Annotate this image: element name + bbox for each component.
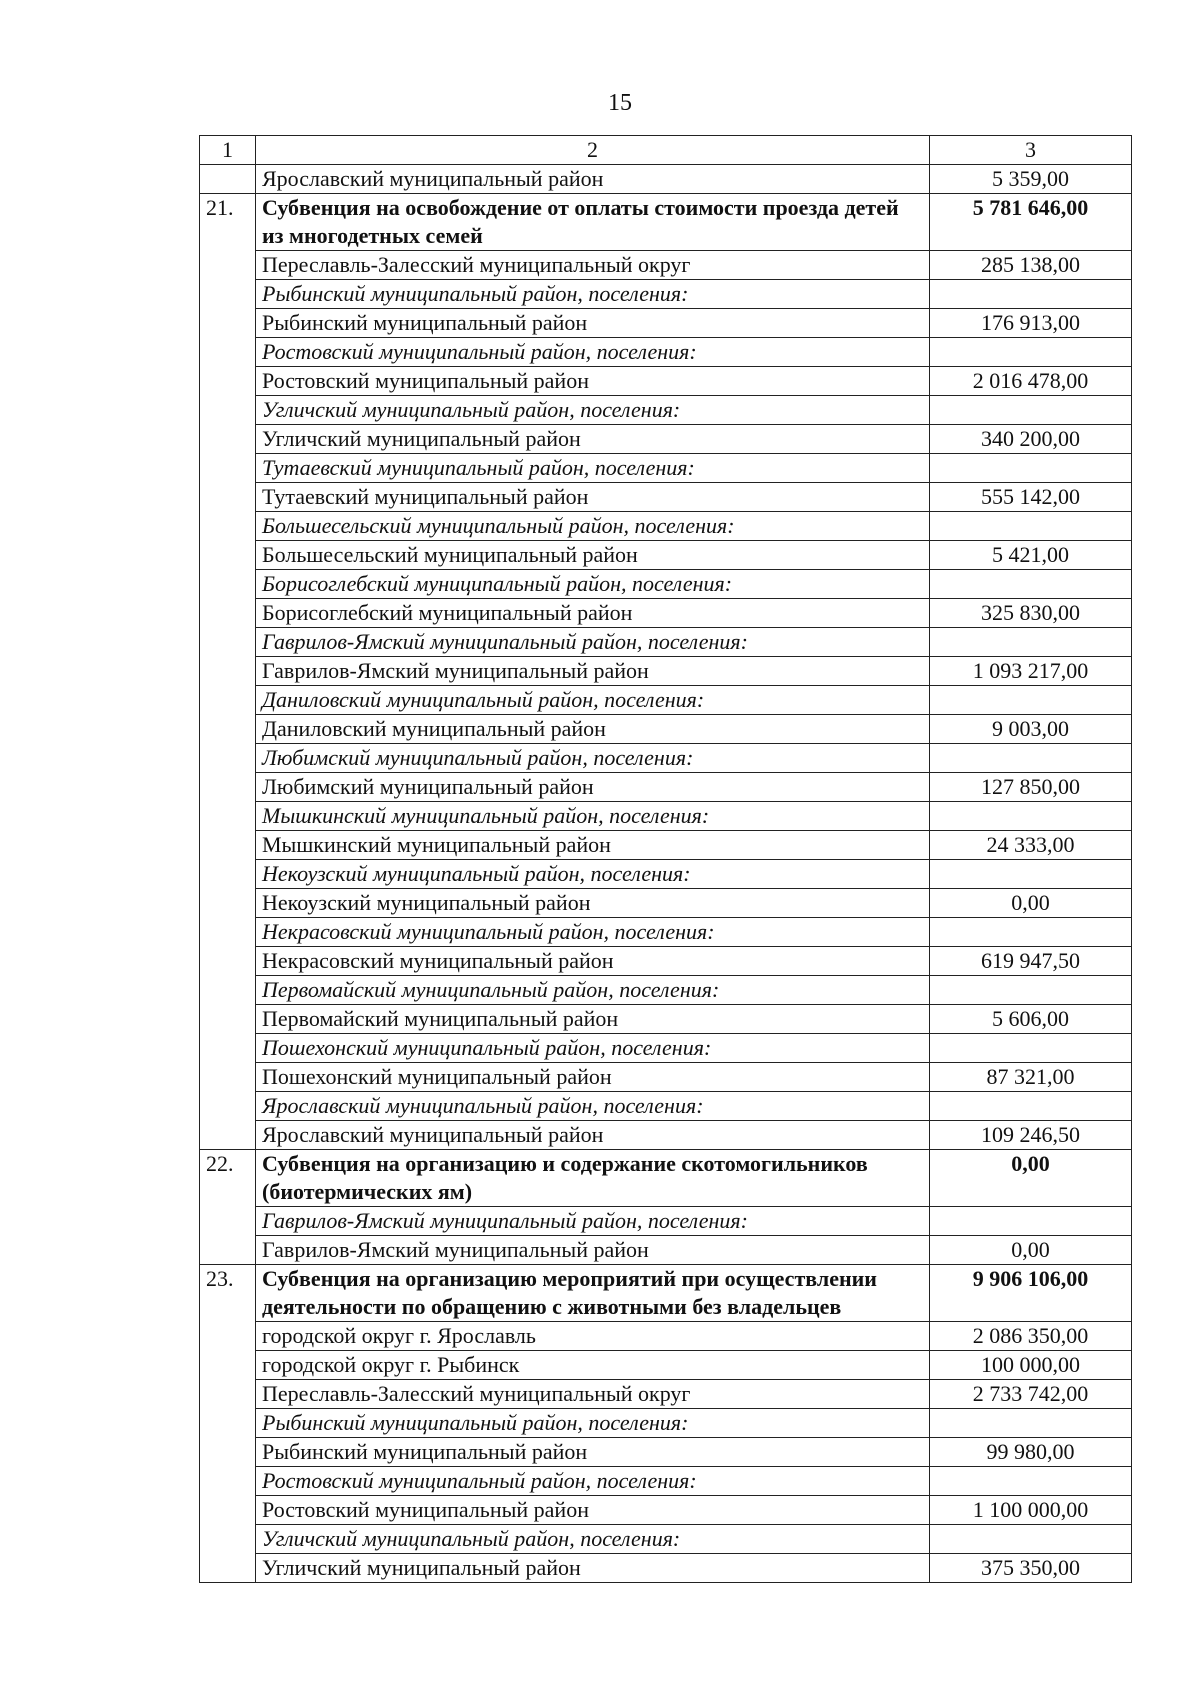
row-name-cell: Мышкинский муниципальный район, поселения: — [256, 802, 930, 831]
row-name-cell: Рыбинский муниципальный район — [256, 1438, 930, 1467]
subheading-row — [200, 1467, 1132, 1496]
subheading-row — [200, 1092, 1132, 1121]
row-name-cell: Борисоглебский муниципальный район, поселения: — [256, 570, 930, 599]
row-value-cell — [930, 744, 1132, 773]
row-name-cell: Переславль-Залесский муниципальный округ — [256, 1380, 930, 1409]
table-row — [200, 1236, 1132, 1265]
row-name-cell: Гаврилов-Ямский муниципальный район — [256, 657, 930, 686]
row-name-cell: Угличский муниципальный район, поселения: — [256, 396, 930, 425]
row-name-cell: городской округ г. Рыбинск — [256, 1351, 930, 1380]
row-value-cell: 1 093 217,00 — [930, 657, 1132, 686]
row-name-cell: Некоузский муниципальный район, поселения: — [256, 860, 930, 889]
row-value-cell: 24 333,00 — [930, 831, 1132, 860]
row-value-cell: 5 359,00 — [930, 165, 1132, 194]
subheading-row — [200, 570, 1132, 599]
table-row — [200, 1554, 1132, 1583]
table-row — [200, 773, 1132, 802]
row-value-cell — [930, 1409, 1132, 1438]
row-name-cell: Большесельский муниципальный район, поселения: — [256, 512, 930, 541]
row-name-cell: Ростовский муниципальный район — [256, 1496, 930, 1525]
table-row — [200, 889, 1132, 918]
row-number-cell — [200, 1496, 256, 1525]
section-row — [200, 1150, 1132, 1207]
row-value-cell: 176 913,00 — [930, 309, 1132, 338]
subheading-row — [200, 454, 1132, 483]
subheading-row — [200, 744, 1132, 773]
row-name-cell: Ярославский муниципальный район, поселения: — [256, 1092, 930, 1121]
row-value-cell: 9 003,00 — [930, 715, 1132, 744]
subheading-row — [200, 976, 1132, 1005]
row-number-cell — [200, 396, 256, 425]
row-name-cell: Большесельский муниципальный район — [256, 541, 930, 570]
row-value-cell: 2 016 478,00 — [930, 367, 1132, 396]
table-row — [200, 715, 1132, 744]
row-number-cell — [200, 570, 256, 599]
row-number-cell — [200, 1525, 256, 1554]
row-name-cell: Ярославский муниципальный район — [256, 1121, 930, 1150]
section-row — [200, 1265, 1132, 1322]
section-row — [200, 194, 1132, 251]
row-number-cell — [200, 1236, 256, 1265]
row-value-cell: 340 200,00 — [930, 425, 1132, 454]
subheading-row — [200, 1525, 1132, 1554]
row-number-cell — [200, 425, 256, 454]
row-value-cell — [930, 1207, 1132, 1236]
row-value-cell — [930, 976, 1132, 1005]
table-row — [200, 309, 1132, 338]
row-number-cell — [200, 947, 256, 976]
row-value-cell: 0,00 — [930, 889, 1132, 918]
row-name-cell: Гаврилов-Ямский муниципальный район — [256, 1236, 930, 1265]
subheading-row — [200, 512, 1132, 541]
row-value-cell — [930, 1034, 1132, 1063]
row-name-cell: Субвенция на освобождение от оплаты стоимости проезда детей из многодетных семей — [256, 194, 930, 251]
row-value-cell: 1 100 000,00 — [930, 1496, 1132, 1525]
row-name-cell: Субвенция на организацию и содержание скотомогильников (биотермических ям) — [256, 1150, 930, 1207]
row-name-cell: Некрасовский муниципальный район, поселения: — [256, 918, 930, 947]
row-number-cell — [200, 541, 256, 570]
row-number-cell — [200, 309, 256, 338]
row-name-cell: Гаврилов-Ямский муниципальный район, поселения: — [256, 1207, 930, 1236]
row-number-cell — [200, 773, 256, 802]
row-name-cell: Некрасовский муниципальный район — [256, 947, 930, 976]
row-value-cell — [930, 454, 1132, 483]
row-number-cell — [200, 657, 256, 686]
row-value-cell: 325 830,00 — [930, 599, 1132, 628]
row-name-cell: Первомайский муниципальный район — [256, 1005, 930, 1034]
table-row — [200, 251, 1132, 280]
row-name-cell: Ростовский муниципальный район, поселения: — [256, 1467, 930, 1496]
row-name-cell: Угличский муниципальный район, поселения: — [256, 1525, 930, 1554]
row-value-cell — [930, 802, 1132, 831]
row-name-cell: Гаврилов-Ямский муниципальный район, поселения: — [256, 628, 930, 657]
row-value-cell: 127 850,00 — [930, 773, 1132, 802]
row-number-cell — [200, 1207, 256, 1236]
subheading-row — [200, 686, 1132, 715]
row-number-cell — [200, 599, 256, 628]
row-name-cell: Рыбинский муниципальный район, поселения: — [256, 280, 930, 309]
row-number-cell — [200, 1438, 256, 1467]
subheading-row — [200, 802, 1132, 831]
header-row — [200, 136, 1132, 165]
row-number-cell — [200, 165, 256, 194]
subheading-row — [200, 280, 1132, 309]
row-number-cell — [200, 454, 256, 483]
row-value-cell: 87 321,00 — [930, 1063, 1132, 1092]
table-row — [200, 947, 1132, 976]
row-number-cell — [200, 860, 256, 889]
row-number-cell — [200, 1034, 256, 1063]
row-number-cell — [200, 628, 256, 657]
table-row — [200, 1438, 1132, 1467]
row-number-cell — [200, 483, 256, 512]
row-number-cell — [200, 715, 256, 744]
row-number-cell — [200, 512, 256, 541]
row-number-cell — [200, 831, 256, 860]
row-name-cell: Угличский муниципальный район — [256, 1554, 930, 1583]
row-number-cell — [200, 338, 256, 367]
table-row — [200, 483, 1132, 512]
table-row — [200, 599, 1132, 628]
row-value-cell: 285 138,00 — [930, 251, 1132, 280]
table-row — [200, 1005, 1132, 1034]
row-name-cell: Тутаевский муниципальный район, поселения: — [256, 454, 930, 483]
row-value-cell — [930, 338, 1132, 367]
table-row — [200, 1380, 1132, 1409]
row-number-cell — [200, 1063, 256, 1092]
subheading-row — [200, 1207, 1132, 1236]
row-number-cell — [200, 367, 256, 396]
row-value-cell: 0,00 — [930, 1150, 1132, 1207]
header-cell-1: 1 — [200, 136, 256, 165]
row-value-cell: 9 906 106,00 — [930, 1265, 1132, 1322]
row-name-cell: Даниловский муниципальный район — [256, 715, 930, 744]
row-value-cell — [930, 686, 1132, 715]
row-number-cell — [200, 1005, 256, 1034]
row-name-cell: Любимский муниципальный район, поселения: — [256, 744, 930, 773]
row-value-cell: 100 000,00 — [930, 1351, 1132, 1380]
subheading-row — [200, 396, 1132, 425]
row-number-cell — [200, 802, 256, 831]
row-number-cell — [200, 918, 256, 947]
row-value-cell — [930, 396, 1132, 425]
row-value-cell — [930, 570, 1132, 599]
table-row — [200, 831, 1132, 860]
page-number: 15 — [608, 90, 632, 116]
table-row — [200, 1351, 1132, 1380]
row-value-cell — [930, 1525, 1132, 1554]
row-name-cell: Даниловский муниципальный район, поселения: — [256, 686, 930, 715]
row-value-cell: 5 421,00 — [930, 541, 1132, 570]
row-name-cell: Ростовский муниципальный район — [256, 367, 930, 396]
row-number-cell — [200, 744, 256, 773]
table-row — [200, 425, 1132, 454]
row-number-cell — [200, 1322, 256, 1351]
row-number-cell — [200, 1554, 256, 1583]
row-value-cell — [930, 1092, 1132, 1121]
row-number-cell: 23. — [200, 1265, 256, 1322]
row-name-cell: Ростовский муниципальный район, поселения: — [256, 338, 930, 367]
row-value-cell: 0,00 — [930, 1236, 1132, 1265]
row-value-cell: 5 606,00 — [930, 1005, 1132, 1034]
row-number-cell: 21. — [200, 194, 256, 251]
row-value-cell: 2 733 742,00 — [930, 1380, 1132, 1409]
subvention-table — [199, 135, 1132, 1583]
row-value-cell: 5 781 646,00 — [930, 194, 1132, 251]
row-number-cell — [200, 1467, 256, 1496]
table-row — [200, 541, 1132, 570]
row-name-cell: Субвенция на организацию мероприятий при осуществлении деятельности по обращению с животными без владельцев — [256, 1265, 930, 1322]
subheading-row — [200, 1409, 1132, 1438]
table-row — [200, 1063, 1132, 1092]
row-value-cell: 99 980,00 — [930, 1438, 1132, 1467]
row-value-cell — [930, 512, 1132, 541]
row-number-cell: 22. — [200, 1150, 256, 1207]
row-value-cell — [930, 860, 1132, 889]
row-value-cell: 619 947,50 — [930, 947, 1132, 976]
row-number-cell — [200, 280, 256, 309]
row-name-cell: Некоузский муниципальный район — [256, 889, 930, 918]
table-row — [200, 1322, 1132, 1351]
table-row — [200, 367, 1132, 396]
row-name-cell: Пошехонский муниципальный район — [256, 1063, 930, 1092]
row-value-cell: 375 350,00 — [930, 1554, 1132, 1583]
row-name-cell: Рыбинский муниципальный район, поселения: — [256, 1409, 930, 1438]
row-name-cell: Рыбинский муниципальный район — [256, 309, 930, 338]
subheading-row — [200, 338, 1132, 367]
subheading-row — [200, 918, 1132, 947]
row-name-cell: Угличский муниципальный район — [256, 425, 930, 454]
subheading-row — [200, 628, 1132, 657]
table-row — [200, 1121, 1132, 1150]
row-name-cell: Пошехонский муниципальный район, поселения: — [256, 1034, 930, 1063]
row-name-cell: Ярославский муниципальный район — [256, 165, 930, 194]
row-value-cell — [930, 628, 1132, 657]
table-row — [200, 657, 1132, 686]
header-cell-2: 2 — [256, 136, 930, 165]
header-cell-3: 3 — [930, 136, 1132, 165]
row-value-cell: 2 086 350,00 — [930, 1322, 1132, 1351]
row-number-cell — [200, 1121, 256, 1150]
row-name-cell: городской округ г. Ярославль — [256, 1322, 930, 1351]
row-number-cell — [200, 1409, 256, 1438]
row-number-cell — [200, 976, 256, 1005]
row-name-cell: Тутаевский муниципальный район — [256, 483, 930, 512]
row-number-cell — [200, 1351, 256, 1380]
row-number-cell — [200, 686, 256, 715]
row-name-cell: Любимский муниципальный район — [256, 773, 930, 802]
row-value-cell: 109 246,50 — [930, 1121, 1132, 1150]
row-number-cell — [200, 889, 256, 918]
row-name-cell: Первомайский муниципальный район, поселения: — [256, 976, 930, 1005]
subheading-row — [200, 860, 1132, 889]
subheading-row — [200, 1034, 1132, 1063]
row-name-cell: Переславль-Залесский муниципальный округ — [256, 251, 930, 280]
row-number-cell — [200, 1092, 256, 1121]
table-row — [200, 1496, 1132, 1525]
row-number-cell — [200, 251, 256, 280]
row-name-cell: Мышкинский муниципальный район — [256, 831, 930, 860]
row-name-cell: Борисоглебский муниципальный район — [256, 599, 930, 628]
row-value-cell — [930, 1467, 1132, 1496]
row-value-cell — [930, 280, 1132, 309]
table-row — [200, 165, 1132, 194]
row-value-cell: 555 142,00 — [930, 483, 1132, 512]
row-value-cell — [930, 918, 1132, 947]
row-number-cell — [200, 1380, 256, 1409]
